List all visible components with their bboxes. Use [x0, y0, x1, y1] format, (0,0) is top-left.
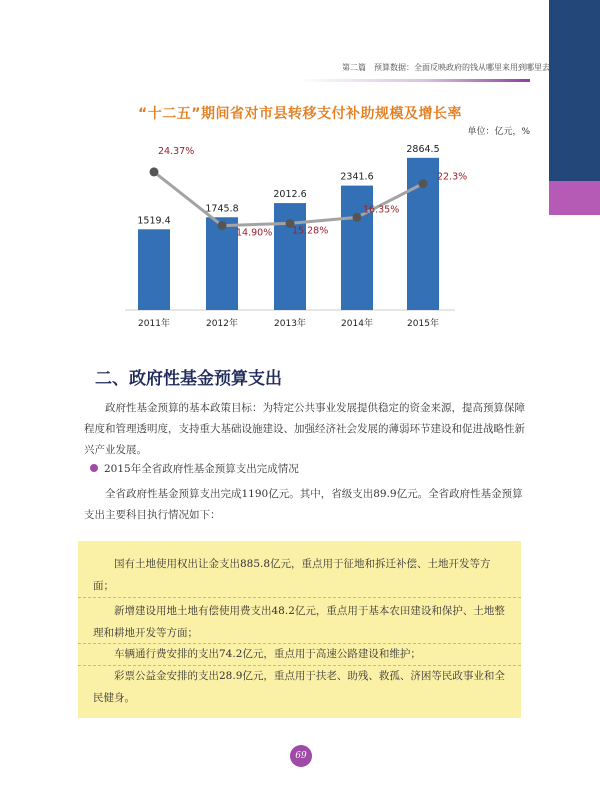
bar-value-label: 2012.6: [273, 189, 307, 201]
x-tick-label: 2012年: [206, 319, 238, 329]
bullet-text: 2015年全省政府性基金预算支出完成情况: [104, 463, 299, 475]
transfer-payment-chart: [0, 140, 600, 340]
x-tick-label: 2015年: [407, 319, 439, 329]
growth-rate-label: 15.28%: [292, 225, 329, 237]
growth-rate-point: [419, 179, 428, 188]
bullet-item: [90, 461, 299, 476]
bar-value-label: 1519.4: [137, 215, 171, 227]
bar-value-label: 2864.5: [406, 143, 440, 155]
bar-value-label: 1745.8: [205, 203, 239, 215]
x-tick-label: 2011年: [138, 319, 170, 329]
x-tick-label: 2013年: [274, 319, 306, 329]
x-tick-label: 2014年: [341, 319, 373, 329]
bar-value-label: 2341.6: [340, 171, 374, 183]
growth-rate-label: 22.3%: [437, 171, 468, 183]
bullet-dot-icon: [90, 464, 98, 472]
intro-paragraph: 政府性基金预算的基本政策目标：为特定公共事业发展提供稳定的资金来源，提高预算保障程度和管理透明度，支持重大基础设施建设、加强经济社会发展的薄弱环节建设和促进战略性新兴产业发展。: [84, 402, 525, 456]
page-number: 69: [290, 745, 312, 767]
growth-rate-point: [150, 167, 159, 176]
header-rule: [298, 79, 530, 82]
box-divider: [78, 597, 521, 598]
chart-title: “十二五”期间省对市县转移支付补助规模及增长率: [138, 106, 462, 122]
box-item-vehicle-toll: 车辆通行费安排的支出74.2亿元，重点用于高速公路建设和维护；: [114, 648, 421, 660]
growth-rate-point: [353, 213, 362, 222]
growth-rate-label: 16.35%: [363, 204, 400, 216]
growth-rate-label: 24.37%: [158, 145, 195, 157]
box-item-new-construction-land: 新增建设用地土地有偿使用费支出48.2亿元，重点用于基本农田建设和保护、土地整理和耕地开发等方面；: [93, 605, 505, 639]
box-item-lottery-fund: 彩票公益金安排的支出28.9亿元，重点用于扶老、助残、救孤、济困等民政事业和全民健身。: [93, 670, 505, 704]
section-heading: 二、政府性基金预算支出: [95, 369, 282, 389]
box-item-land-transfer: 国有土地使用权出让金支出885.8亿元，重点用于征地和拆迁补偿、土地开发等方面；: [93, 558, 491, 592]
growth-rate-label: 14.90%: [236, 227, 273, 239]
running-header: 第二篇 预算数据：全面反映政府的钱从哪里来用到哪里去: [342, 63, 550, 72]
growth-rate-point: [218, 221, 227, 230]
chart-unit: 单位：亿元，%: [467, 127, 530, 137]
summary-paragraph: 全省政府性基金预算支出完成1190亿元。其中，省级支出89.9亿元。全省政府性基金预算支出主要科目执行情况如下：: [84, 488, 523, 521]
bar-2011年: [138, 229, 170, 310]
bar-2012年: [206, 217, 238, 310]
